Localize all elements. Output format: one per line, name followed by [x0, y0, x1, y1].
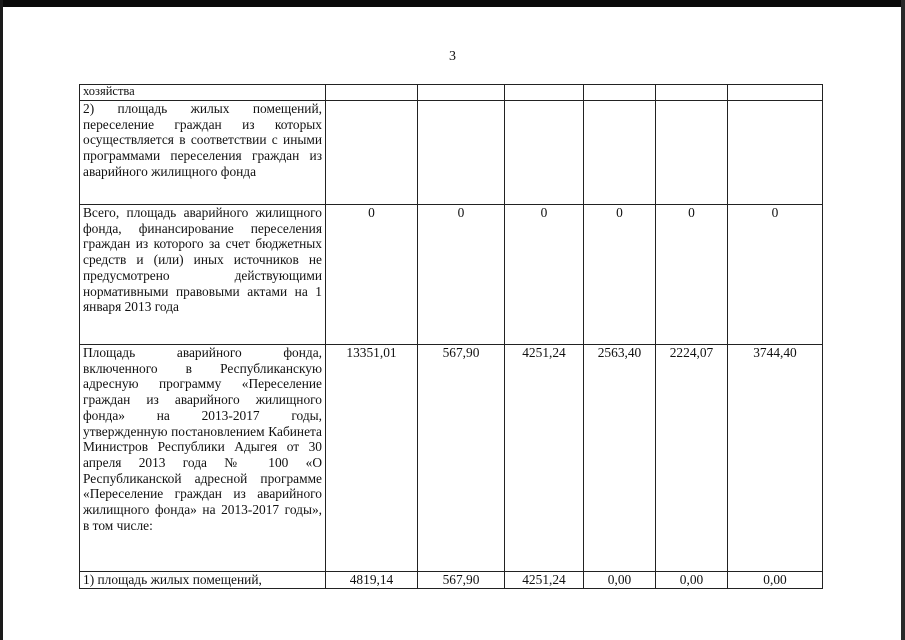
table-cell: 13351,01 [326, 345, 418, 572]
table-row [80, 205, 823, 345]
table-cell [728, 85, 823, 101]
table-cell [326, 101, 418, 205]
table-cell [584, 101, 656, 205]
table-cell [326, 85, 418, 101]
table-row [80, 101, 823, 205]
table-cell: 2563,40 [584, 345, 656, 572]
row-description: Всего, площадь аварийного жилищного фонда, финансирование переселения граждан из которого за счет бюджетных средств и (или) иных источников не предусмотрено действующими нормативными правовыми актами на 1 января 2013 года [80, 205, 326, 345]
table-cell: 0 [728, 205, 823, 345]
page-number: 3 [449, 49, 456, 64]
table-cell: 0,00 [728, 572, 823, 589]
table-cell: 4819,14 [326, 572, 418, 589]
table-cell: 0 [326, 205, 418, 345]
table-cell: 0,00 [656, 572, 728, 589]
row-description: 2) площадь жилых помещений, переселение граждан из которых осуществляется в соответствии с иными программами переселения граждан из аварийного жилищного фонда [80, 101, 326, 205]
table-row [80, 345, 823, 572]
table-cell: 0 [505, 205, 584, 345]
row-description: Площадь аварийного фонда, включенного в Республиканскую адресную программу «Переселение граждан из аварийного жилищного фонда» на 2013-2017 годы, утвержденную постановлением Кабинета Министров Республики Адыгея от 30 апреля 2013 года № 100 «О Республиканской адресной программе «Переселение граждан из аварийного жилищного фонда» на 2013-2017 годы», в том числе: [80, 345, 326, 572]
data-table [79, 84, 823, 589]
scan-left-border [0, 0, 3, 640]
table-cell: 567,90 [418, 572, 505, 589]
table-cell [505, 85, 584, 101]
table-cell [656, 85, 728, 101]
table-cell: 0 [656, 205, 728, 345]
table-cell: 3744,40 [728, 345, 823, 572]
table-cell [505, 101, 584, 205]
table-row [80, 85, 823, 101]
table-cell [418, 101, 505, 205]
table-cell: 4251,24 [505, 572, 584, 589]
table-cell: 567,90 [418, 345, 505, 572]
table-cell: 0 [584, 205, 656, 345]
table-cell [584, 85, 656, 101]
row-description: хозяйства [80, 85, 326, 101]
table-cell: 2224,07 [656, 345, 728, 572]
table-cell [656, 101, 728, 205]
table-cell: 4251,24 [505, 345, 584, 572]
scan-top-border [0, 0, 905, 7]
row-description: 1) площадь жилых помещений, [80, 572, 326, 589]
table-cell: 0,00 [584, 572, 656, 589]
scan-right-border [901, 0, 905, 640]
table-row [80, 572, 823, 589]
table-cell [728, 101, 823, 205]
table-cell [418, 85, 505, 101]
table-cell: 0 [418, 205, 505, 345]
